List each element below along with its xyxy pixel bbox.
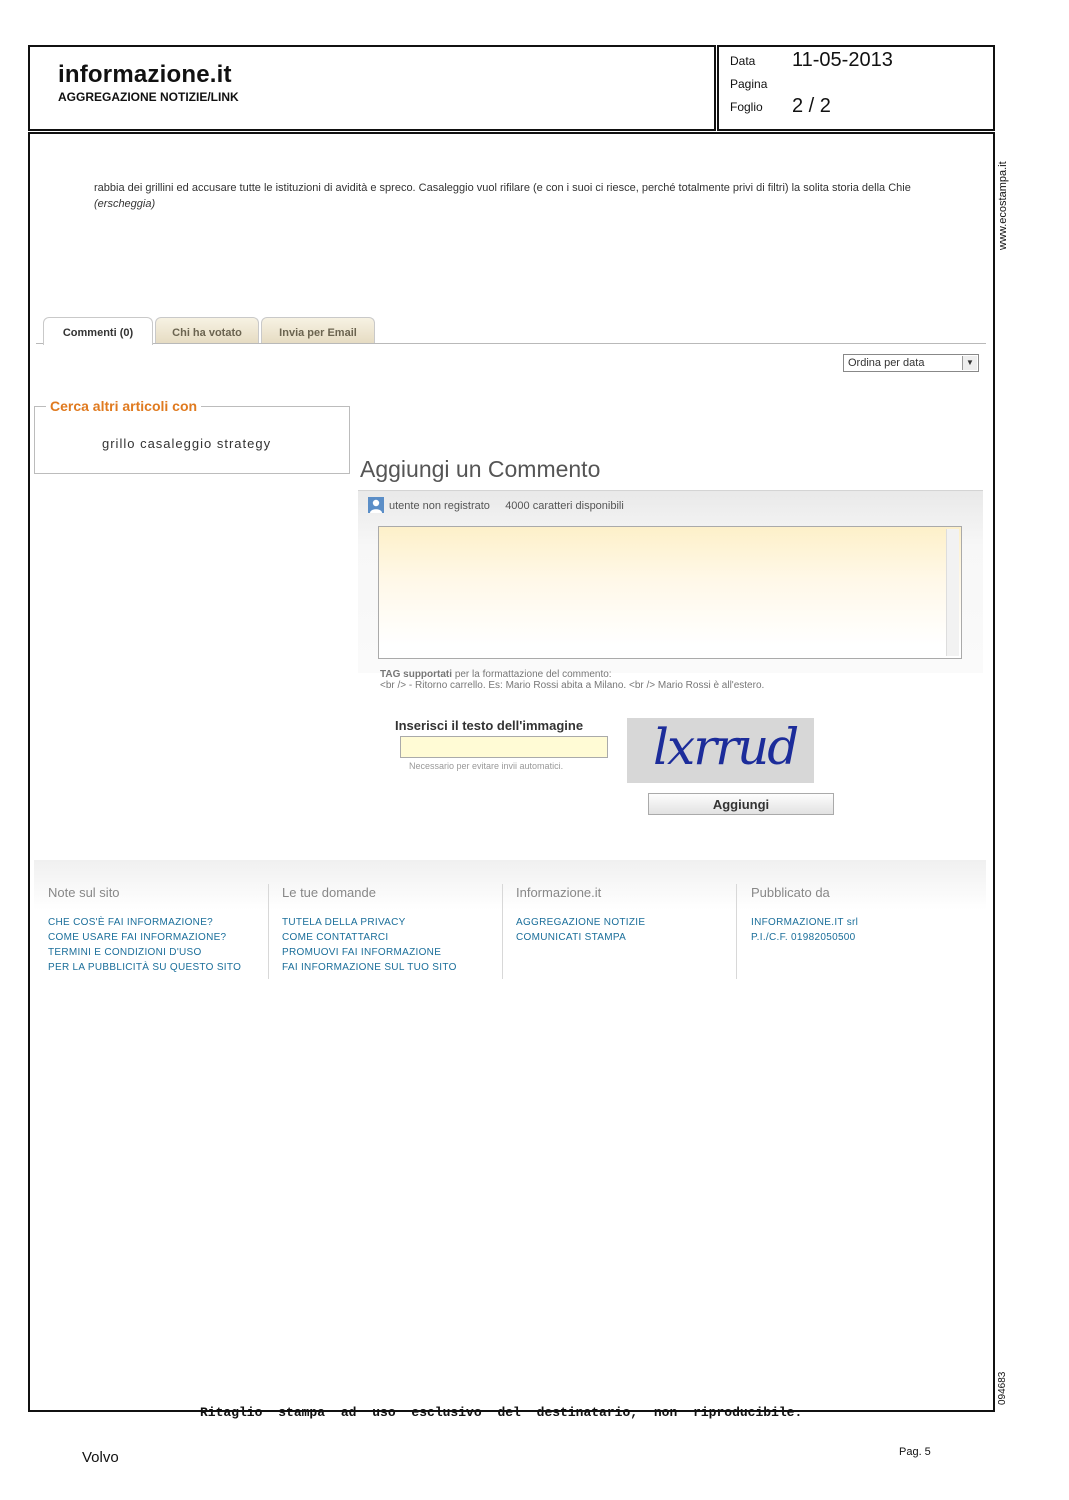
footer-link[interactable]: CHE COS'È FAI INFORMAZIONE? (48, 917, 214, 928)
chevron-down-icon[interactable]: ▼ (962, 356, 977, 370)
footer-column-divider (736, 884, 737, 979)
sort-select-value: Ordina per data (848, 357, 925, 369)
footer-column-title: Note sul sito (48, 885, 120, 900)
meta-box (717, 45, 995, 131)
site-logo: informazione.it (58, 61, 232, 88)
tab-comments[interactable]: Commenti (0) (43, 317, 153, 345)
footer-column-title: Le tue domande (282, 885, 376, 900)
page-number: Pag. 5 (899, 1446, 931, 1458)
footer-link[interactable]: PROMUOVI FAI INFORMAZIONE (282, 947, 442, 958)
sort-select[interactable] (843, 354, 979, 372)
pagina-label: Pagina (730, 77, 768, 91)
captcha-help: Necessario per evitare invii automatici. (409, 761, 564, 771)
chars-available: 4000 caratteri disponibili (505, 500, 624, 512)
client-name: Volvo (82, 1449, 119, 1466)
article-excerpt (94, 180, 964, 212)
article-text: rabbia dei grillini ed accusare tutte le istituzioni di avidità e spreco. Casaleggio vuol rifilare (e con i suoi ci riesce, perché totalmente privi di filtri) la solita storia della Chie (94, 182, 911, 194)
foglio-label: Foglio (730, 100, 763, 114)
foglio-value: 2 / 2 (792, 95, 831, 117)
article-text-italic: (erscheggia) (94, 198, 156, 210)
add-comment-title: Aggiungi un Commento (360, 456, 601, 482)
tab-voters[interactable]: Chi ha votato (155, 317, 259, 343)
footer-link[interactable]: INFORMAZIONE.IT srl (751, 917, 859, 928)
data-value: 11-05-2013 (792, 49, 893, 71)
footer-column-title: Pubblicato da (751, 885, 830, 900)
tags-note-bold: TAG supportati (380, 669, 453, 680)
footer-link[interactable]: PER LA PUBBLICITÀ SU QUESTO SITO (48, 962, 242, 973)
tags-example: <br /> - Ritorno carrello. Es: Mario Rossi abita a Milano. <br /> Mario Rossi è all'estero. (380, 680, 765, 691)
footer-link[interactable]: COME CONTATTARCI (282, 932, 389, 943)
footer-band (34, 860, 986, 910)
captcha-label: Inserisci il testo dell'immagine (395, 718, 584, 733)
footer-column-divider (502, 884, 503, 979)
footer-link[interactable]: P.I./C.F. 01982050500 (751, 932, 856, 943)
tags-note (380, 669, 612, 680)
tab-send-email[interactable]: Invia per Email (261, 317, 375, 343)
footer-link[interactable]: COMUNICATI STAMPA (516, 932, 627, 943)
footer-column-title: Informazione.it (516, 885, 602, 900)
footer-link[interactable]: TUTELA DELLA PRIVACY (282, 917, 406, 928)
user-status: utente non registrato (389, 500, 490, 512)
captcha-input[interactable] (400, 736, 608, 758)
clipping-code: 094683 (997, 1371, 1008, 1405)
add-comment-button[interactable]: Aggiungi (648, 793, 834, 815)
data-label: Data (730, 54, 756, 68)
disclaimer: Ritaglio stampa ad uso esclusivo del destinatario, non riproducibile. (200, 1405, 803, 1420)
footer-link[interactable]: FAI INFORMAZIONE SUL TUO SITO (282, 962, 457, 973)
footer-link[interactable]: TERMINI E CONDIZIONI D'USO (48, 947, 202, 958)
user-icon (368, 497, 384, 513)
comment-textarea[interactable] (378, 526, 962, 659)
related-search-tags[interactable]: grillo casaleggio strategy (102, 436, 272, 451)
site-subtitle: AGGREGAZIONE NOTIZIE/LINK (58, 90, 239, 104)
footer-link[interactable]: AGGREGAZIONE NOTIZIE (516, 917, 646, 928)
captcha-text: lxrrud (653, 718, 798, 776)
textarea-scrollbar[interactable] (946, 529, 959, 656)
tags-note-text: per la formattazione del commento: (454, 669, 612, 680)
related-search-title: Cerca altri articoli con (46, 398, 201, 414)
footer-link[interactable]: COME USARE FAI INFORMAZIONE? (48, 932, 227, 943)
footer-column-divider (268, 884, 269, 979)
masthead-box (28, 45, 716, 131)
comment-user-info (389, 500, 624, 512)
ecostampa-url: www.ecostampa.it (997, 161, 1009, 250)
